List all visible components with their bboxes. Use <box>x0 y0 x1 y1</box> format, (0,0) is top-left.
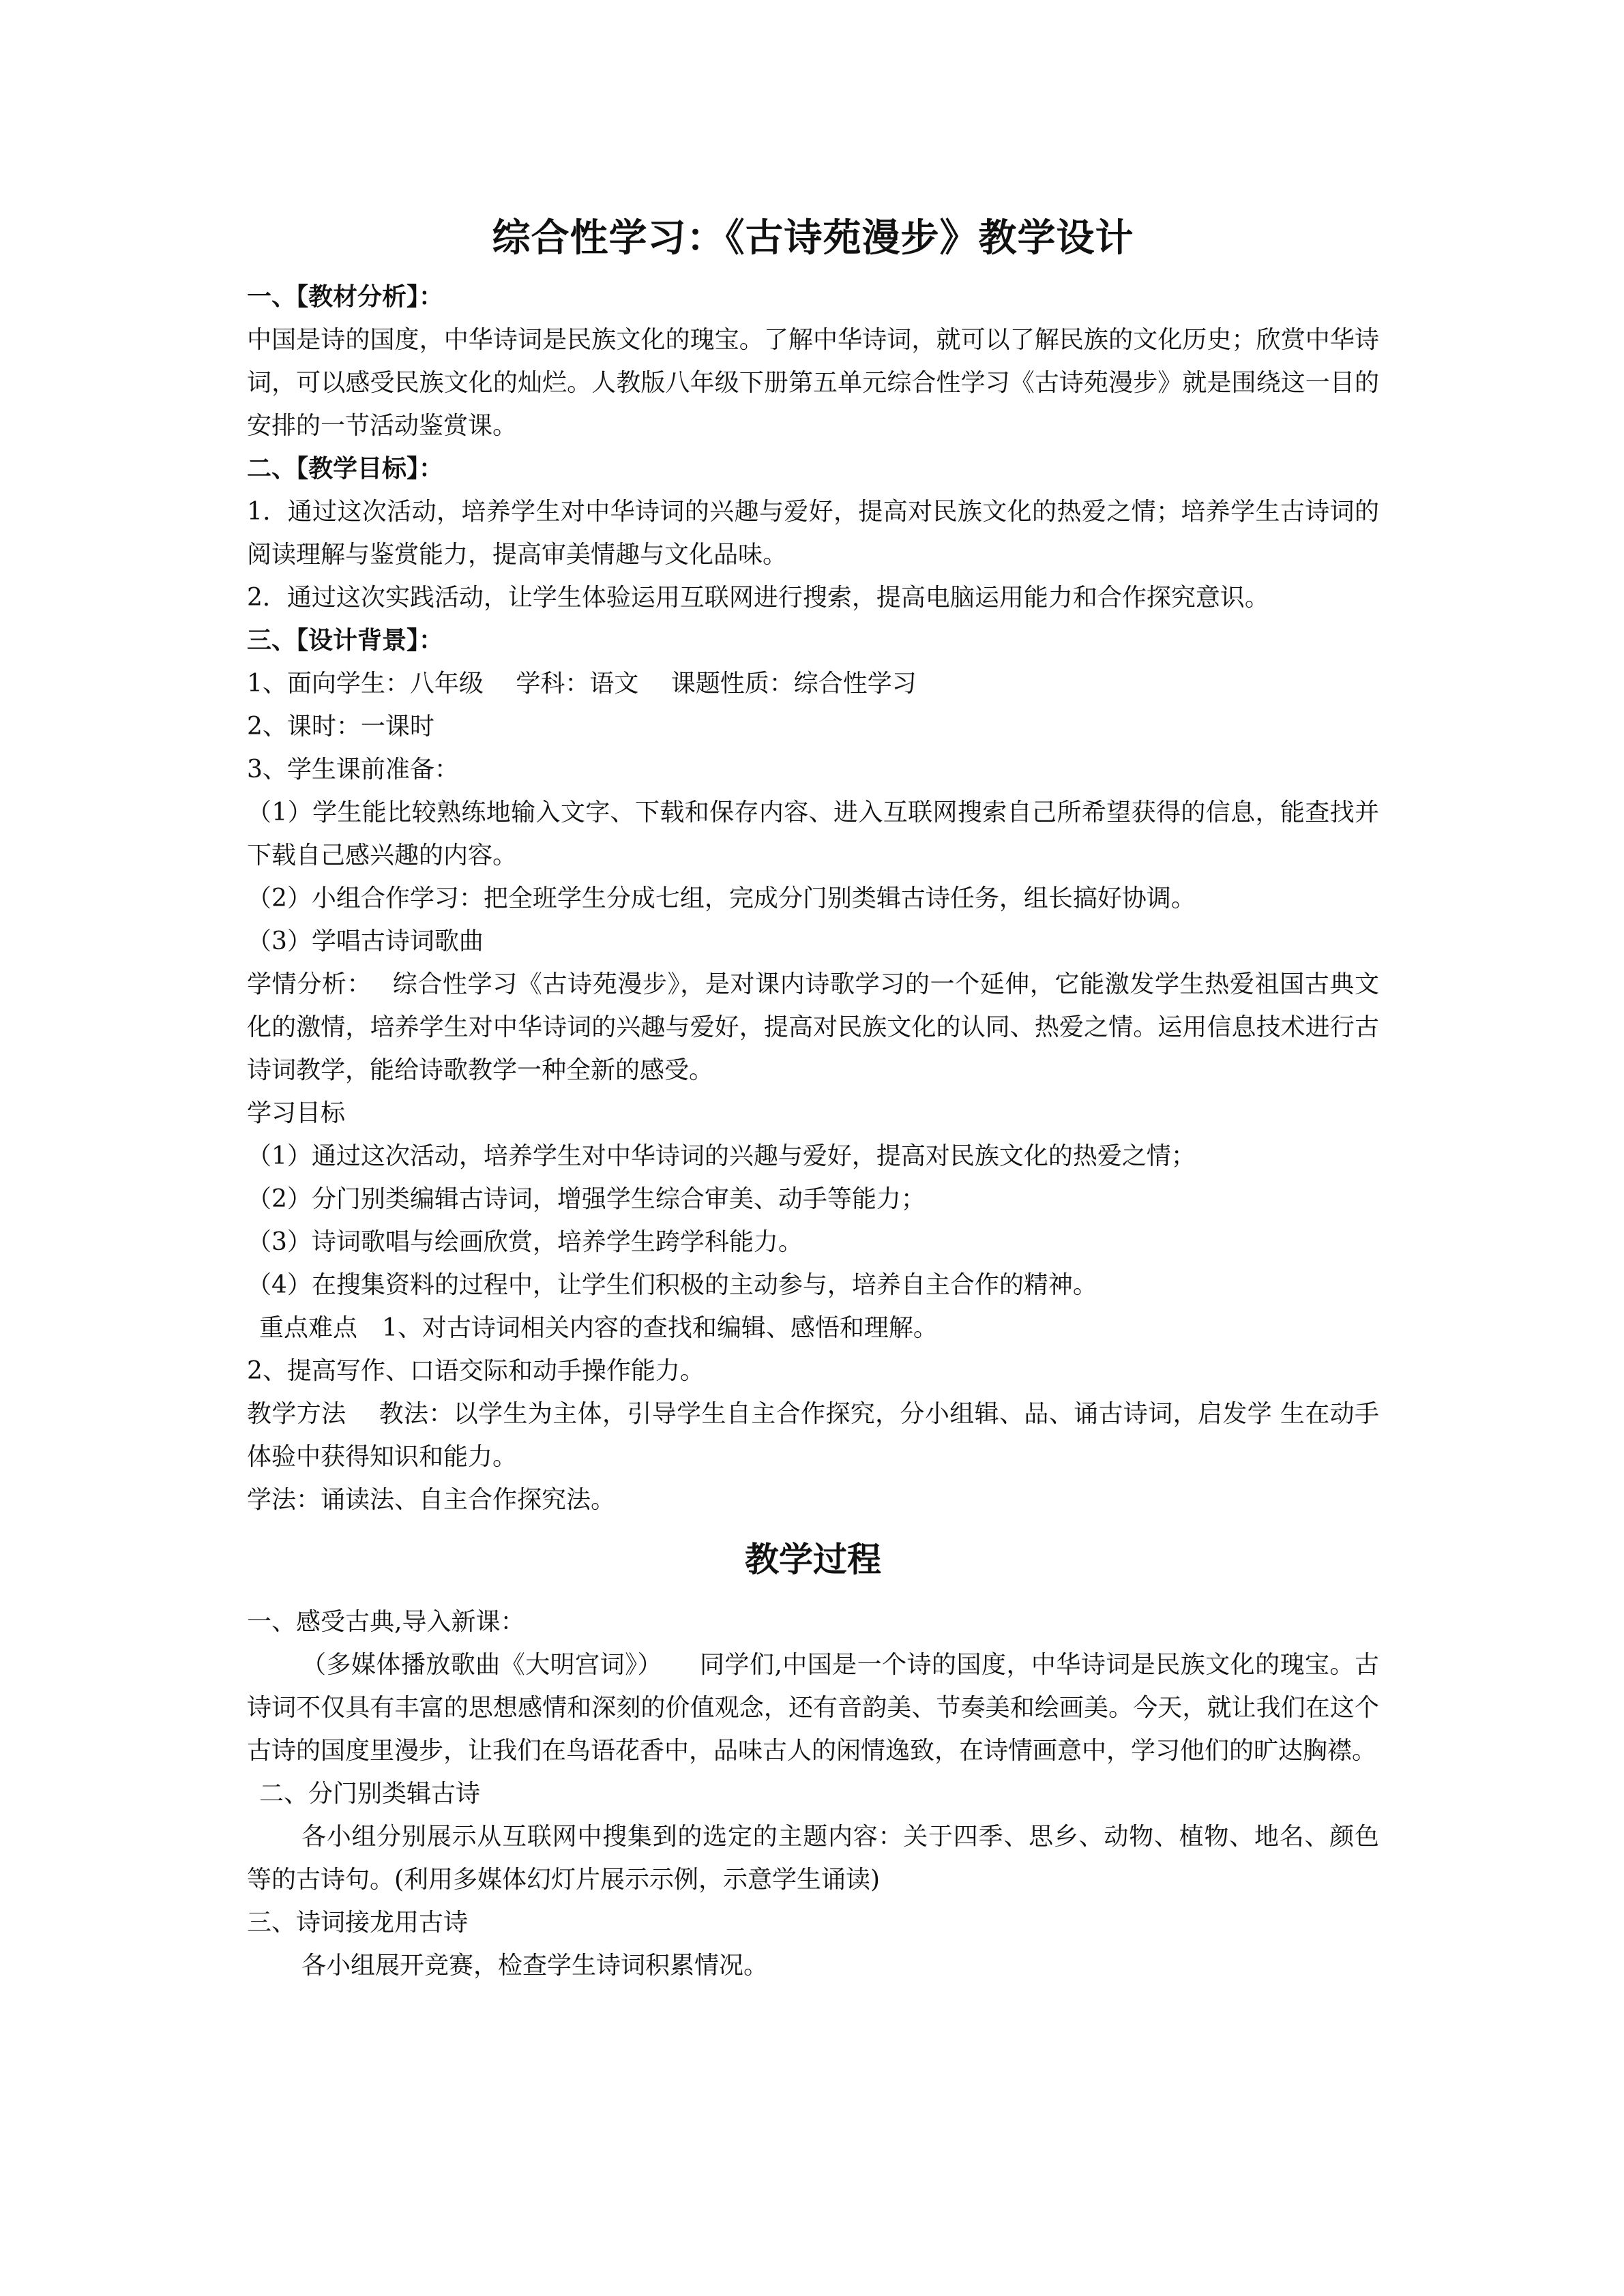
learning-goal-item: （2）分门别类编辑古诗词，增强学生综合审美、动手等能力； <box>247 1185 926 1213</box>
background-item-3: 3、学生课前准备： <box>247 756 459 784</box>
process-step-3-heading: 三、诗词接龙用古诗 <box>247 1909 469 1937</box>
key-points-1: 重点难点 1、对古诗词相关内容的查找和编辑、感悟和理解。 <box>259 1314 938 1342</box>
background-item-1: 1、面向学生：八年级 学科：语文 课题性质：综合性学习 <box>247 670 917 698</box>
material-analysis-body: 中国是诗的国度，中华诗词是民族文化的瑰宝。了解中华诗词，就可以了解民族的文化历史；欣赏中华诗词，可以感受民族文化的灿烂。人教版八年级下册第五单元综合性学习《古诗苑漫步》就是围绕这一目的安排的一节活动鉴赏课。 <box>247 326 1379 440</box>
section-heading-material-analysis: 一、【教材分析】： <box>247 283 444 311</box>
section-heading-teaching-goals: 二、【教学目标】： <box>247 455 444 483</box>
learning-goal-item: （4）在搜集资料的过程中，让学生们积极的主动参与，培养自主合作的精神。 <box>247 1271 1097 1299</box>
section-heading-design-background: 三、【设计背景】： <box>247 627 444 655</box>
process-step-1-heading: 一、感受古典,导入新课： <box>247 1608 525 1636</box>
process-step-3-body: 各小组展开竞赛，检查学生诗词积累情况。 <box>301 1952 769 1980</box>
learning-goals-label: 学习目标 <box>247 1099 346 1127</box>
learning-analysis: 学情分析： 综合性学习《古诗苑漫步》，是对课内诗歌学习的一个延伸，它能激发学生热爱祖国古典文化的激情，培养学生对中华诗词的兴趣与爱好，提高对民族文化的认同、热爱之情。运用信息技术进行古诗词教学，能给诗歌教学一种全新的感受。 <box>247 970 1379 1084</box>
learning-goal-item: （3）诗词歌唱与绘画欣赏，培养学生跨学科能力。 <box>247 1228 803 1256</box>
key-points-2: 2、提高写作、口语交际和动手操作能力。 <box>247 1357 705 1385</box>
process-step-2-body: 各小组分别展示从互联网中搜集到的选定的主题内容：关于四季、思乡、动物、植物、地名、颜色等的古诗句。(利用多媒体幻灯片展示示例，示意学生诵读) <box>247 1823 1379 1894</box>
study-method: 学法：诵读法、自主合作探究法。 <box>247 1486 616 1514</box>
process-step-2-heading: 二、分门别类辑古诗 <box>259 1780 481 1808</box>
process-step-1-body: （多媒体播放歌曲《大明宫词》） 同学们,中国是一个诗的国度，中华诗词是民族文化的瑰宝。古诗词不仅具有丰富的思想感情和深刻的价值观念，还有音韵美、节奏美和绘画美。今天，就让我们在这个古诗的国度里漫步，让我们在鸟语花香中，品味古人的闲情逸致，在诗情画意中，学习他们的旷达胸襟。 <box>247 1651 1379 1765</box>
teaching-method: 教学方法 教法：以学生为主体，引导学生自主合作探究，分小组辑、品、诵古诗词，启发学 生在动手体验中获得知识和能力。 <box>247 1400 1379 1471</box>
document-page <box>247 205 1379 1987</box>
teaching-goal-2: 2．通过这次实践活动，让学生体验运用互联网进行搜索，提高电脑运用能力和合作探究意识。 <box>247 584 1269 612</box>
page-title: 综合性学习：《古诗苑漫步》教学设计 <box>492 216 1134 260</box>
process-title: 教学过程 <box>745 1540 881 1579</box>
preparation-2: （2）小组合作学习：把全班学生分成七组，完成分门别类辑古诗任务，组长搞好协调。 <box>247 884 1196 912</box>
preparation-1: （1）学生能比较熟练地输入文字、下载和保存内容、进入互联网搜索自己所希望获得的信息，能查找并下载自己感兴趣的内容。 <box>247 799 1379 869</box>
preparation-3: （3）学唱古诗词歌曲 <box>247 927 484 955</box>
background-item-2: 2、课时：一课时 <box>247 713 434 741</box>
learning-goal-item: （1）通过这次活动，培养学生对中华诗词的兴趣与爱好，提高对民族文化的热爱之情； <box>247 1142 1196 1170</box>
teaching-goal-1: 1．通过这次活动，培养学生对中华诗词的兴趣与爱好，提高对民族文化的热爱之情；培养学生古诗词的阅读理解与鉴赏能力，提高审美情趣与文化品味。 <box>247 498 1379 569</box>
